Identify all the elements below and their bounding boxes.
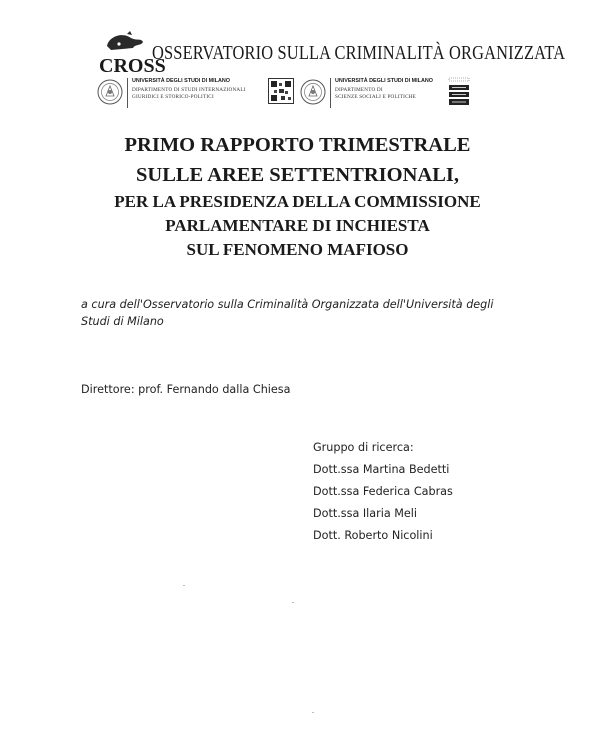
department-name [335, 87, 416, 100]
cross-logo-text: CROSS [99, 55, 166, 77]
scan-speck [183, 585, 185, 586]
unit-divider [127, 78, 128, 108]
left-university-unit [97, 78, 267, 108]
organization-name: OSSERVATORIO SULLA CRIMINALITÀ ORGANIZZATA [152, 42, 566, 64]
stacked-bars-logo-icon [446, 76, 472, 108]
university-name: UNIVERSITÀ DEGLI STUDI DI MILANO [132, 78, 230, 84]
curatela-statement: a cura dell'Osservatorio sulla Criminalità Organizzata dell'Università degli Studi di Milano [81, 298, 494, 328]
title-line: SULLE AREE SETTENTRIONALI, [136, 164, 459, 186]
university-seal-icon [97, 79, 123, 105]
university-seal-icon [300, 79, 326, 105]
research-group-heading: Gruppo di ricerca: [313, 441, 414, 454]
title-line: PARLAMENTARE DI INCHIESTA [165, 216, 430, 235]
right-university-unit [300, 78, 450, 108]
university-name: UNIVERSITÀ DEGLI STUDI DI MILANO [335, 78, 433, 84]
department-line: GIURIDICI E STORICO-POLITICI [132, 93, 214, 100]
title-line: SUL FENOMENO MAFIOSO [186, 240, 409, 259]
director-line: Direttore: prof. Fernando dalla Chiesa [81, 383, 291, 396]
research-group-member: Dott. Roberto Nicolini [313, 529, 433, 542]
department-mark-icon [268, 78, 294, 104]
title-line: PER LA PRESIDENZA DELLA COMMISSIONE [114, 192, 481, 211]
unit-divider [330, 78, 331, 108]
department-line: DIPARTIMENTO DI [335, 87, 383, 93]
research-group-member: Dott.ssa Martina Bedetti [313, 463, 450, 476]
scan-speck [312, 712, 314, 713]
research-group-member: Dott.ssa Ilaria Meli [313, 507, 417, 520]
title-line: PRIMO RAPPORTO TRIMESTRALE [124, 134, 471, 156]
department-line: SCIENZE SOCIALI E POLITICHE [335, 93, 417, 100]
department-name [132, 87, 246, 100]
cross-logo-icon [97, 32, 166, 77]
research-group [313, 440, 453, 550]
scan-speck [292, 602, 294, 603]
department-line: DIPARTIMENTO DI STUDI INTERNAZIONALI [132, 87, 246, 93]
report-title [60, 130, 535, 262]
research-group-member: Dott.ssa Federica Cabras [313, 485, 453, 498]
